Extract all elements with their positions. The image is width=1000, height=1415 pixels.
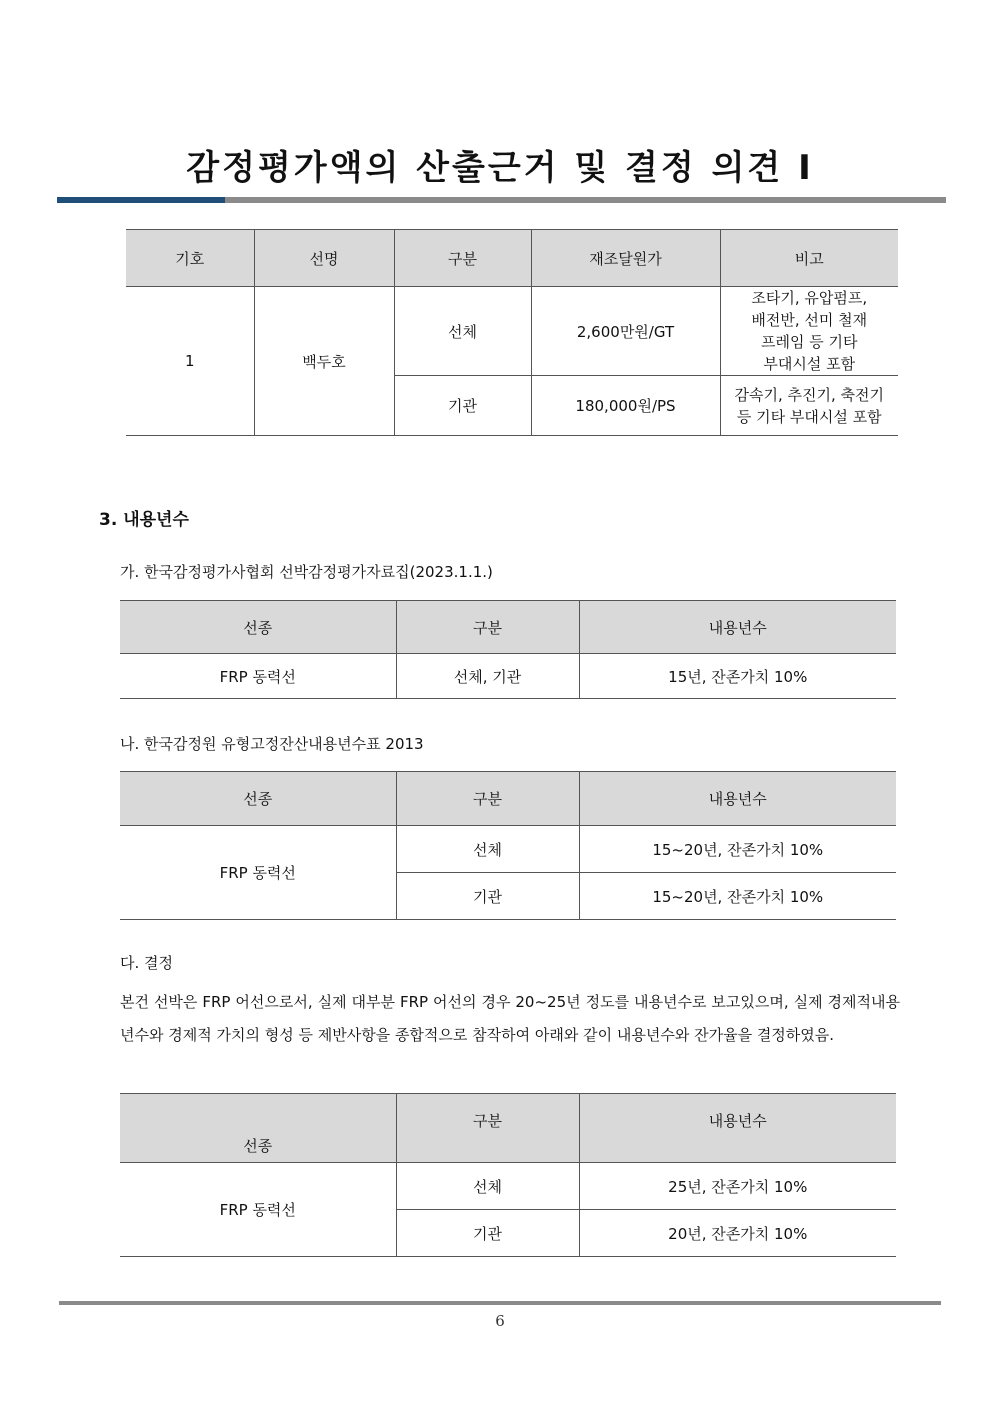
- header-useful-life: 내용년수: [579, 1094, 896, 1163]
- subsection-label-ga: 가. 한국감정평가사협회 선박감정평가자료집(2023.1.1.): [120, 563, 493, 581]
- header-category: 구분: [396, 601, 579, 654]
- cell-category: 선체: [394, 287, 531, 376]
- useful-life-table-da: [120, 1093, 896, 1257]
- page-title: 감정평가액의 산출근거 및 결정 의견 I: [186, 148, 814, 188]
- decision-paragraph: 본건 선박은 FRP 어선으로서, 실제 대부분 FRP 어선의 경우 20~25년 정도를 내용년수로 보고있으며, 실제 경제적내용년수와 경제적 가치의 형성 등 제반사항을 종합적으로 참작하여 아래와 같이 내용년수와 잔가율을 결정하였음.: [120, 993, 900, 1044]
- cell-cost: 180,000원/PS: [531, 376, 720, 436]
- header-code: 기호: [126, 230, 254, 287]
- title-underline-accent: [57, 197, 225, 203]
- header-category: 구분: [394, 230, 531, 287]
- useful-life-table-na: [120, 771, 896, 920]
- header-replacement-cost: 재조달원가: [531, 230, 720, 287]
- remark-line: 프레임 등 기타: [761, 333, 858, 351]
- cell-useful-life: 15년, 잔존가치 10%: [579, 654, 896, 699]
- cell-category: 선체: [396, 1163, 579, 1210]
- remark-line: 등 기타 부대시설 포함: [736, 407, 882, 426]
- section-heading: 3. 내용년수: [99, 510, 189, 530]
- remark-line: 감속기, 추진기, 축전기: [734, 385, 884, 404]
- cell-remarks: [720, 376, 898, 436]
- header-ship-name: 선명: [254, 230, 394, 287]
- remark-line: 배전반, 선미 철재: [751, 311, 868, 329]
- cell-useful-life: 25년, 잔존가치 10%: [579, 1163, 896, 1210]
- header-vessel-type: 선종: [120, 772, 396, 826]
- header-useful-life: 내용년수: [579, 772, 896, 826]
- remark-line: 조타기, 유압펌프,: [751, 289, 868, 307]
- cell-code: 1: [126, 287, 254, 436]
- cell-useful-life: 20년, 잔존가치 10%: [579, 1210, 896, 1257]
- cell-vessel-type: FRP 동력선: [120, 654, 396, 699]
- cell-category: 기관: [394, 376, 531, 436]
- cell-vessel-type: FRP 동력선: [120, 826, 396, 920]
- subsection-label-na: 나. 한국감정원 유형고정잔산내용년수표 2013: [120, 735, 424, 753]
- header-remarks: 비고: [720, 230, 898, 287]
- header-category: 구분: [396, 772, 579, 826]
- header-vessel-type: 선종: [120, 1094, 396, 1163]
- subsection-label-da: 다. 결정: [120, 954, 174, 972]
- header-category: 구분: [396, 1094, 579, 1163]
- replacement-cost-table: [126, 229, 898, 436]
- cell-remarks: [720, 287, 898, 376]
- cell-category: 기관: [396, 1210, 579, 1257]
- title-underline: [57, 197, 946, 203]
- useful-life-table-ga: [120, 600, 896, 699]
- cell-cost: 2,600만원/GT: [531, 287, 720, 376]
- page-number: 6: [495, 1312, 505, 1330]
- cell-category: 기관: [396, 873, 579, 920]
- cell-category: 선체: [396, 826, 579, 873]
- footer-rule: [59, 1301, 941, 1305]
- cell-vessel-type: FRP 동력선: [120, 1163, 396, 1257]
- cell-useful-life: 15~20년, 잔존가치 10%: [579, 826, 896, 873]
- cell-category: 선체, 기관: [396, 654, 579, 699]
- cell-useful-life: 15~20년, 잔존가치 10%: [579, 873, 896, 920]
- remark-line: 부대시설 포함: [763, 355, 856, 373]
- header-useful-life: 내용년수: [579, 601, 896, 654]
- cell-ship-name: 백두호: [254, 287, 394, 436]
- header-vessel-type: 선종: [120, 601, 396, 654]
